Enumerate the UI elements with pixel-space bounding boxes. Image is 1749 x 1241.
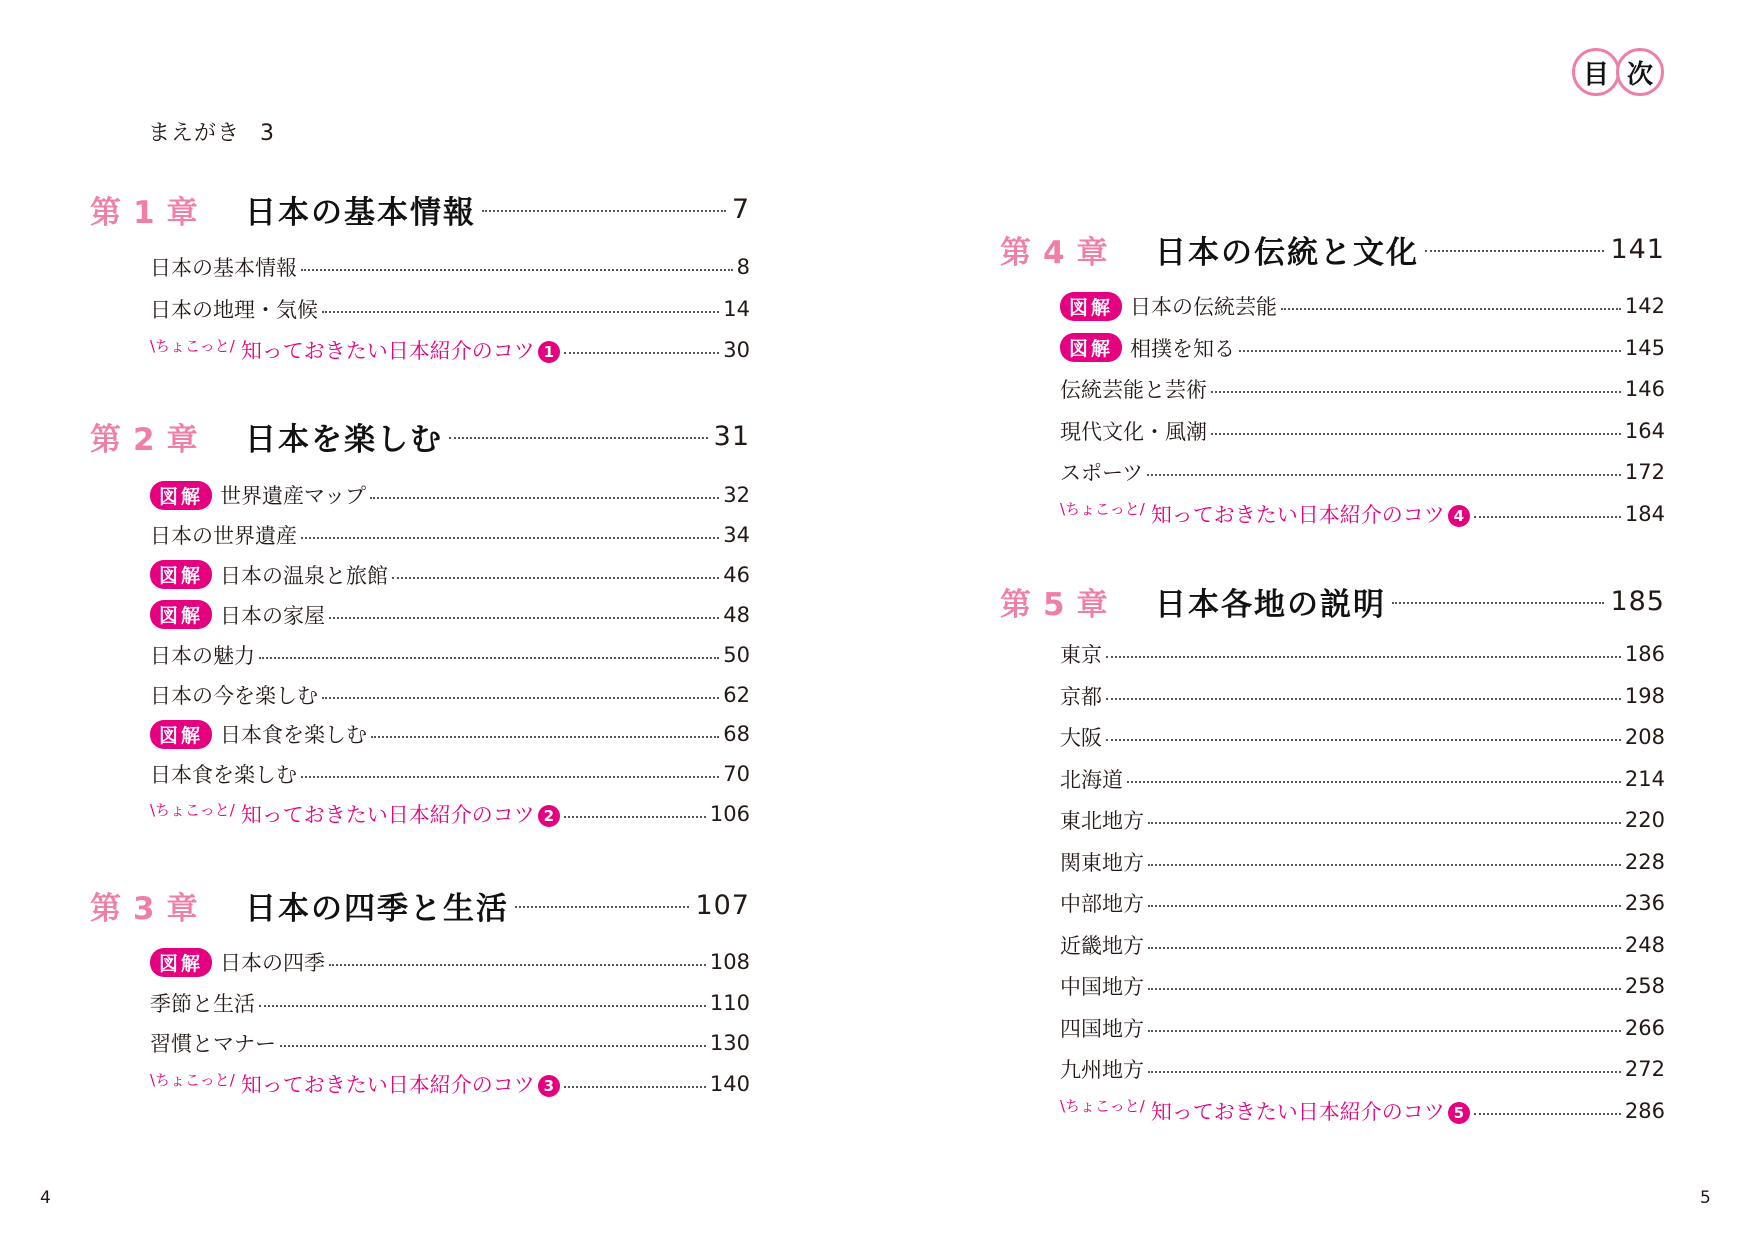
kotsu-number-badge: 5	[1448, 1102, 1470, 1124]
leader-dots	[370, 497, 719, 499]
toc-entry[interactable]	[1060, 886, 1665, 920]
leader-dots	[301, 776, 719, 778]
leader-dots	[515, 906, 689, 908]
entry-page: 14	[723, 296, 750, 321]
entry-page: 266	[1624, 1015, 1665, 1040]
kotsu-title-text: 知っておきたい日本紹介のコツ	[240, 1073, 535, 1098]
chapter-label	[90, 187, 245, 232]
entry-title: 九州地方	[1060, 1058, 1144, 1082]
entry-title: 世界遺産マップ	[220, 484, 367, 508]
entry-title: 日本の魅力	[150, 643, 255, 668]
mokuji-heading	[1572, 48, 1664, 96]
chapter-heading[interactable]	[90, 414, 750, 458]
toc-entry[interactable]	[150, 518, 750, 552]
entry-page: 34	[723, 522, 750, 547]
entry-page: 50	[723, 642, 750, 667]
kotsu-title	[241, 335, 560, 365]
entry-page: 32	[723, 483, 750, 507]
kotsu-number-badge: 1	[538, 341, 560, 363]
toc-entry[interactable]	[150, 598, 750, 632]
leader-dots	[1425, 250, 1604, 252]
entry-page: 184	[1624, 501, 1665, 526]
entry-title: 季節と生活	[150, 991, 255, 1016]
page-number-right: 5	[1700, 1188, 1711, 1208]
leader-dots	[322, 697, 719, 699]
entry-title: 四国地方	[1060, 1016, 1144, 1041]
chapter-title: 日本を楽しむ	[245, 421, 443, 458]
chapter-number: 4	[1043, 234, 1067, 271]
leader-dots	[1148, 988, 1621, 990]
kotsu-title	[1151, 499, 1470, 529]
chapter-title: 日本の基本情報	[245, 194, 476, 231]
entry-page: 110	[709, 990, 750, 1015]
kotsu-entry[interactable]	[150, 1067, 750, 1101]
leader-dots	[1211, 391, 1621, 393]
toc-entry[interactable]	[150, 250, 750, 284]
entry-title: 東京	[1060, 643, 1102, 667]
leader-dots	[322, 311, 719, 313]
chapter-label-prefix: 第	[90, 194, 123, 231]
kotsu-number-badge: 3	[538, 1075, 560, 1097]
leader-dots	[1106, 739, 1621, 741]
entry-page: 172	[1624, 460, 1665, 484]
leader-dots	[1147, 474, 1621, 476]
leader-dots	[1148, 864, 1621, 866]
leader-dots	[1106, 698, 1621, 700]
chapter-label	[1000, 227, 1155, 272]
kotsu-entry[interactable]	[1060, 497, 1665, 531]
chapter-label	[1000, 579, 1155, 624]
chapter-heading[interactable]	[90, 187, 750, 231]
entry-page: 286	[1624, 1098, 1665, 1123]
toc-entry[interactable]	[1060, 803, 1665, 837]
page-number-left: 4	[40, 1188, 51, 1208]
chapter-label-suffix: 章	[166, 890, 200, 927]
chapter-label-suffix: 章	[166, 194, 200, 231]
toc-entry[interactable]	[1060, 928, 1665, 962]
chapter-label-suffix: 章	[1076, 234, 1110, 271]
kotsu-title	[1151, 1096, 1470, 1126]
chapter-heading[interactable]	[1000, 227, 1665, 271]
chapter-label-prefix: 第	[1000, 586, 1033, 623]
chapter-page: 185	[1610, 585, 1665, 617]
entry-page: 142	[1624, 294, 1665, 318]
leader-dots	[259, 657, 719, 659]
entry-page: 48	[723, 602, 750, 627]
entry-title: 日本の温泉と旅館	[220, 563, 389, 588]
chapter-label	[90, 883, 245, 928]
chapter-page: 141	[1610, 233, 1665, 265]
toc-entry[interactable]	[1060, 637, 1665, 671]
entry-page: 198	[1624, 683, 1665, 708]
toc-entry[interactable]	[1060, 679, 1665, 713]
leader-dots	[1148, 822, 1621, 824]
kotsu-number-badge: 4	[1448, 505, 1470, 527]
entry-title: 近畿地方	[1060, 933, 1144, 958]
kotsu-number-badge: 2	[538, 805, 560, 827]
kotsu-prefix: \ちょこっと/	[150, 336, 235, 355]
leader-dots	[329, 617, 719, 619]
toc-entry[interactable]	[1060, 331, 1665, 365]
maegaki-page: 3	[260, 121, 276, 146]
entry-page: 146	[1624, 377, 1665, 401]
entry-title: 日本食を楽しむ	[150, 763, 297, 788]
leader-dots	[301, 537, 719, 539]
entry-title: 北海道	[1060, 767, 1123, 792]
zukai-badge: 図解	[1060, 292, 1122, 321]
entry-title: 中部地方	[1060, 892, 1144, 916]
chapter-title: 日本の四季と生活	[245, 890, 509, 927]
entry-page: 30	[723, 338, 750, 362]
toc-entry[interactable]	[1060, 845, 1665, 879]
leader-dots	[301, 269, 733, 271]
entry-page: 8	[736, 255, 750, 279]
entry-title: 日本の家屋	[220, 603, 326, 628]
toc-entry[interactable]	[1060, 1052, 1665, 1086]
chapter-heading[interactable]	[1000, 579, 1665, 623]
toc-entry[interactable]	[1060, 1011, 1665, 1045]
entry-title: 日本の伝統芸能	[1130, 295, 1278, 319]
leader-dots	[280, 1045, 706, 1047]
kotsu-title-text: 知っておきたい日本紹介のコツ	[1150, 1099, 1445, 1124]
toc-entry[interactable]	[150, 717, 750, 751]
entry-title: 習慣とマナー	[150, 1032, 276, 1057]
entry-title: 関東地方	[1060, 850, 1144, 875]
leader-dots	[392, 577, 719, 579]
kotsu-prefix: \ちょこっと/	[150, 800, 235, 819]
entry-page: 220	[1624, 808, 1665, 832]
kotsu-entry[interactable]	[1060, 1094, 1665, 1128]
leader-dots	[1148, 905, 1621, 907]
toc-entry[interactable]	[150, 292, 750, 326]
entry-page: 208	[1624, 725, 1665, 749]
chapter-number: 5	[1043, 586, 1067, 623]
chapter-number: 3	[133, 890, 157, 927]
leader-dots	[259, 1005, 706, 1007]
entry-title: 日本の地理・気候	[150, 297, 318, 322]
entry-title: スポーツ	[1060, 461, 1144, 485]
chapter-title: 日本の伝統と文化	[1155, 234, 1419, 271]
entry-page: 236	[1624, 891, 1665, 915]
toc-entry[interactable]	[1060, 455, 1665, 489]
entry-title: 中国地方	[1060, 975, 1144, 999]
kotsu-prefix: \ちょこっと/	[1060, 1097, 1145, 1115]
leader-dots	[1392, 602, 1604, 604]
leader-dots	[1106, 656, 1621, 658]
entry-title: 東北地方	[1060, 809, 1144, 833]
leader-dots	[1211, 433, 1621, 435]
leader-dots	[1127, 781, 1621, 783]
kotsu-title	[241, 1069, 560, 1099]
leader-dots	[564, 1086, 706, 1088]
zukai-badge: 図解	[150, 481, 212, 510]
entry-page: 46	[723, 562, 750, 587]
entry-page: 272	[1624, 1057, 1665, 1081]
kotsu-title-text: 知っておきたい日本紹介のコツ	[1150, 502, 1445, 527]
leader-dots	[482, 210, 726, 212]
chapter-number: 1	[133, 194, 157, 231]
leader-dots	[329, 964, 706, 966]
entry-page: 62	[723, 682, 750, 707]
leader-dots	[564, 352, 719, 354]
entry-page: 258	[1624, 974, 1665, 998]
kotsu-prefix: \ちょこっと/	[150, 1070, 235, 1089]
entry-page: 140	[709, 1072, 750, 1097]
kotsu-entry[interactable]	[150, 797, 750, 831]
leader-dots	[1148, 947, 1621, 949]
entry-title: 大阪	[1060, 726, 1102, 750]
chapter-number: 2	[133, 421, 157, 458]
kotsu-title-text: 知っておきたい日本紹介のコツ	[240, 803, 535, 828]
kotsu-entry[interactable]	[150, 333, 750, 367]
chapter-page: 31	[713, 420, 750, 452]
toc-entry[interactable]	[1060, 762, 1665, 796]
entry-page: 70	[723, 762, 750, 787]
entry-title: 伝統芸能と芸術	[1060, 378, 1207, 402]
entry-page: 214	[1624, 766, 1665, 791]
entry-page: 130	[709, 1031, 750, 1056]
zukai-badge: 図解	[150, 948, 212, 977]
maegaki-title: まえがき	[148, 121, 241, 146]
chapter-page: 7	[731, 193, 750, 225]
zukai-badge: 図解	[150, 720, 212, 749]
leader-dots	[1474, 516, 1621, 518]
toc-entry[interactable]	[150, 1026, 750, 1060]
toc-entry[interactable]	[150, 478, 750, 512]
entry-page: 164	[1624, 418, 1665, 443]
chapter-page: 107	[695, 889, 750, 921]
chapter-label-suffix: 章	[166, 421, 200, 458]
toc-entry[interactable]	[1060, 289, 1665, 323]
toc-entry[interactable]	[1060, 372, 1665, 406]
toc-entry[interactable]	[150, 986, 750, 1020]
toc-entry[interactable]	[150, 638, 750, 672]
entry-title: 日本の四季	[220, 951, 326, 975]
entry-page: 186	[1624, 642, 1665, 666]
mokuji-char: 次	[1616, 48, 1664, 96]
chapter-heading[interactable]	[90, 883, 750, 927]
chapter-label-suffix: 章	[1076, 586, 1110, 623]
toc-entry[interactable]	[150, 558, 750, 592]
chapter-title: 日本各地の説明	[1155, 586, 1386, 623]
toc-entry[interactable]	[1060, 414, 1665, 448]
entry-title: 相撲を知る	[1130, 336, 1236, 361]
zukai-badge: 図解	[150, 560, 212, 589]
leader-dots	[1474, 1113, 1621, 1115]
leader-dots	[1148, 1071, 1621, 1073]
entry-title: 現代文化・風潮	[1060, 419, 1207, 444]
entry-page: 108	[709, 950, 750, 974]
toc-entry[interactable]	[1060, 720, 1665, 754]
leader-dots	[1148, 1030, 1621, 1032]
toc-entry[interactable]	[150, 945, 750, 979]
kotsu-prefix: \ちょこっと/	[1060, 500, 1145, 518]
chapter-label	[90, 414, 245, 459]
entry-title: 日本の世界遺産	[150, 523, 297, 548]
leader-dots	[371, 736, 719, 738]
toc-entry[interactable]	[150, 757, 750, 791]
leader-dots	[564, 816, 706, 818]
maegaki-entry[interactable]	[148, 116, 275, 147]
zukai-badge: 図解	[150, 600, 212, 629]
entry-page: 106	[709, 802, 750, 827]
entry-page: 145	[1624, 335, 1665, 360]
leader-dots	[1239, 350, 1621, 352]
entry-page: 228	[1624, 849, 1665, 874]
entry-title: 京都	[1060, 684, 1102, 709]
chapter-label-prefix: 第	[90, 421, 123, 458]
entry-title: 日本の今を楽しむ	[150, 683, 318, 708]
kotsu-title-text: 知っておきたい日本紹介のコツ	[240, 339, 535, 363]
entry-page: 68	[723, 722, 750, 747]
toc-entry[interactable]	[150, 678, 750, 712]
entry-title: 日本食を楽しむ	[220, 723, 368, 748]
kotsu-title	[241, 799, 560, 829]
zukai-badge: 図解	[1060, 333, 1122, 362]
chapter-label-prefix: 第	[90, 890, 123, 927]
toc-entry[interactable]	[1060, 969, 1665, 1003]
chapter-label-prefix: 第	[1000, 234, 1033, 271]
entry-title: 日本の基本情報	[150, 256, 297, 280]
mokuji-char: 目	[1572, 48, 1620, 96]
leader-dots	[1281, 308, 1621, 310]
entry-page: 248	[1624, 932, 1665, 957]
leader-dots	[449, 437, 708, 439]
